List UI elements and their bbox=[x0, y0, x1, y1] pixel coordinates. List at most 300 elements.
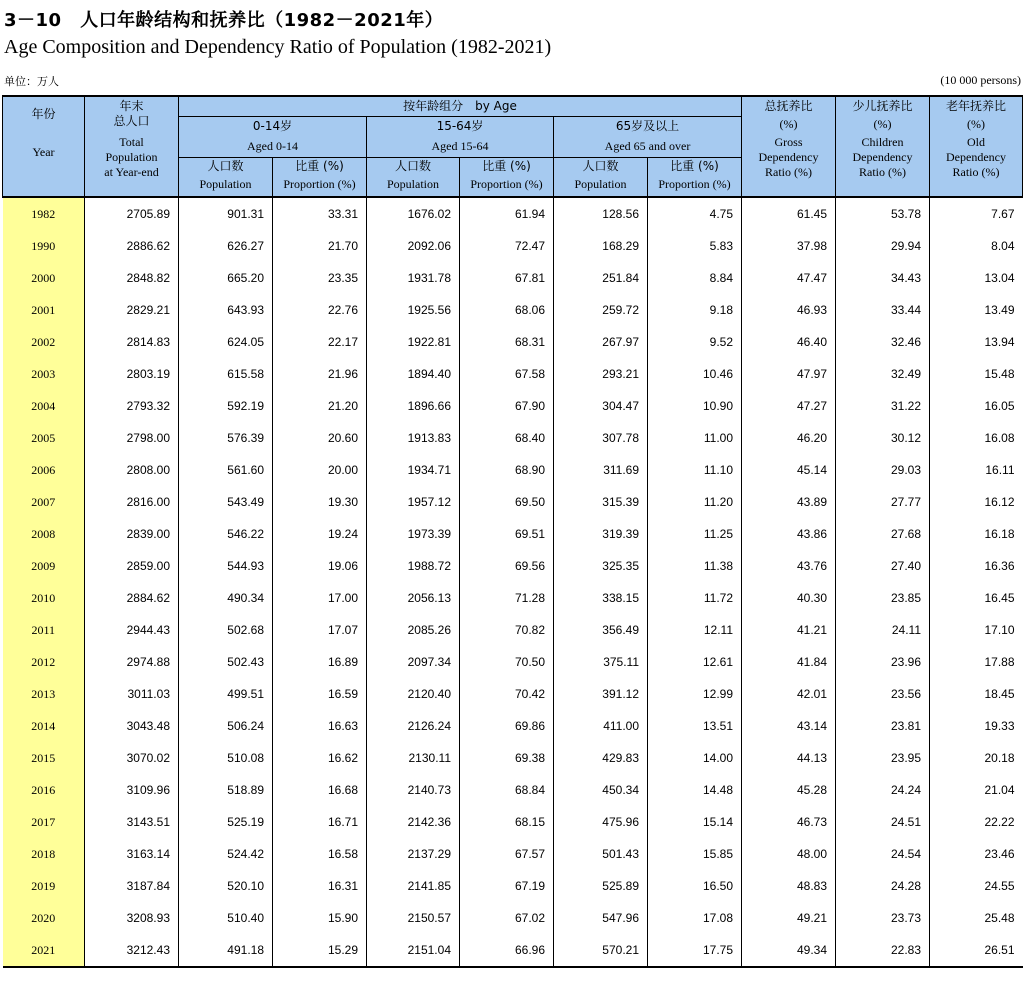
cell-year: 2012 bbox=[3, 646, 85, 678]
cell-population-65-over: 311.69 bbox=[554, 454, 648, 486]
cell-population-15-64: 2120.40 bbox=[367, 678, 460, 710]
cell-proportion-15-64: 69.50 bbox=[460, 486, 554, 518]
header-by-age-label: 按年龄组分 by Age bbox=[403, 99, 517, 113]
cell-proportion-65-over: 17.75 bbox=[648, 934, 742, 967]
cell-gross-dependency-ratio: 43.76 bbox=[742, 550, 836, 582]
cell-proportion-0-14: 22.76 bbox=[273, 294, 367, 326]
header-group-65-over-cn: 65岁及以上 bbox=[615, 119, 680, 133]
cell-population-65-over: 293.21 bbox=[554, 358, 648, 390]
cell-year: 2003 bbox=[3, 358, 85, 390]
cell-proportion-65-over: 14.48 bbox=[648, 774, 742, 806]
cell-proportion-65-over: 17.08 bbox=[648, 902, 742, 934]
cell-proportion-0-14: 21.20 bbox=[273, 390, 367, 422]
cell-gross-dependency-ratio: 46.20 bbox=[742, 422, 836, 454]
header-prop-en: Proportion (%) bbox=[470, 177, 543, 191]
unit-label-chinese: 单位：万人 bbox=[4, 75, 59, 88]
cell-children-dependency-ratio: 23.95 bbox=[836, 742, 930, 774]
cell-population-0-14: 520.10 bbox=[179, 870, 273, 902]
cell-gross-dependency-ratio: 43.86 bbox=[742, 518, 836, 550]
cell-proportion-65-over: 13.51 bbox=[648, 710, 742, 742]
table-row bbox=[3, 870, 1023, 902]
cell-old-dependency-ratio: 16.05 bbox=[984, 399, 1015, 413]
cell-old-dependency-ratio: 13.94 bbox=[984, 335, 1015, 349]
header-prop-en: Proportion (%) bbox=[283, 177, 356, 191]
cell-total-population: 2829.21 bbox=[85, 294, 179, 326]
cell-year: 2015 bbox=[3, 742, 85, 774]
header-by-age bbox=[179, 96, 742, 117]
cell-year: 2013 bbox=[3, 678, 85, 710]
cell-children-dependency-ratio: 30.12 bbox=[836, 422, 930, 454]
cell-proportion-15-64: 68.84 bbox=[460, 774, 554, 806]
header-children-dependency bbox=[836, 96, 930, 197]
cell-proportion-65-over: 5.83 bbox=[648, 230, 742, 262]
header-year-cn: 年份 bbox=[31, 107, 56, 121]
table-row bbox=[3, 710, 1023, 742]
cell-old-dependency-ratio: 23.46 bbox=[984, 847, 1015, 861]
cell-proportion-15-64: 68.90 bbox=[460, 454, 554, 486]
cell-proportion-65-over: 12.99 bbox=[648, 678, 742, 710]
cell-proportion-15-64: 69.38 bbox=[460, 742, 554, 774]
cell-year: 2011 bbox=[3, 614, 85, 646]
cell-gross-dependency-ratio: 37.98 bbox=[742, 230, 836, 262]
cell-proportion-65-over: 12.61 bbox=[648, 646, 742, 678]
cell-total-population: 3187.84 bbox=[85, 870, 179, 902]
cell-proportion-65-over: 11.10 bbox=[648, 454, 742, 486]
cell-population-0-14: 502.68 bbox=[179, 614, 273, 646]
table-row bbox=[3, 614, 1023, 646]
cell-proportion-65-over: 11.38 bbox=[648, 550, 742, 582]
cell-population-65-over: 429.83 bbox=[554, 742, 648, 774]
cell-old-dependency-ratio: 18.45 bbox=[984, 687, 1015, 701]
cell-population-15-64: 2085.26 bbox=[367, 614, 460, 646]
cell-gross-dependency-ratio: 48.00 bbox=[742, 838, 836, 870]
header-group-15-64-en bbox=[367, 139, 554, 158]
cell-population-65-over: 356.49 bbox=[554, 614, 648, 646]
cell-proportion-0-14: 19.24 bbox=[273, 518, 367, 550]
cell-proportion-0-14: 15.29 bbox=[273, 934, 367, 967]
cell-total-population: 3011.03 bbox=[85, 678, 179, 710]
cell-old-dependency-ratio: 17.10 bbox=[984, 623, 1015, 637]
cell-population-0-14: 576.39 bbox=[179, 422, 273, 454]
header-old-dependency bbox=[930, 96, 1023, 197]
cell-total-population: 2974.88 bbox=[85, 646, 179, 678]
cell-proportion-15-64: 68.06 bbox=[460, 294, 554, 326]
header-group-65-over-en-label: Aged 65 and over bbox=[604, 139, 691, 153]
cell-gross-dependency-ratio: 40.30 bbox=[742, 582, 836, 614]
cell-proportion-15-64: 69.51 bbox=[460, 518, 554, 550]
table-row bbox=[3, 518, 1023, 550]
table-row bbox=[3, 294, 1023, 326]
cell-proportion-65-over: 10.46 bbox=[648, 358, 742, 390]
cell-total-population: 2859.00 bbox=[85, 550, 179, 582]
table-row bbox=[3, 838, 1023, 870]
cell-old-dependency-ratio: 7.67 bbox=[930, 197, 1023, 230]
cell-population-65-over: 450.34 bbox=[554, 774, 648, 806]
cell-population-0-14: 502.43 bbox=[179, 646, 273, 678]
header-child-en-3: Ratio (%) bbox=[859, 165, 906, 179]
table-row bbox=[3, 262, 1023, 294]
cell-population-15-64: 1913.83 bbox=[367, 422, 460, 454]
cell-children-dependency-ratio: 24.24 bbox=[836, 774, 930, 806]
cell-proportion-15-64: 67.19 bbox=[460, 870, 554, 902]
cell-old-dependency-ratio: 13.04 bbox=[984, 271, 1015, 285]
cell-population-15-64: 1896.66 bbox=[367, 390, 460, 422]
cell-old-dependency-ratio: 16.45 bbox=[984, 591, 1015, 605]
cell-year: 2001 bbox=[3, 294, 85, 326]
header-gross-dependency bbox=[742, 96, 836, 197]
cell-gross-dependency-ratio: 47.47 bbox=[742, 262, 836, 294]
cell-year: 2010 bbox=[3, 582, 85, 614]
cell-proportion-0-14: 33.31 bbox=[273, 197, 367, 230]
cell-total-population: 3070.02 bbox=[85, 742, 179, 774]
cell-proportion-15-64: 70.82 bbox=[460, 614, 554, 646]
cell-population-65-over: 259.72 bbox=[554, 294, 648, 326]
cell-children-dependency-ratio: 32.46 bbox=[836, 326, 930, 358]
cell-year: 2017 bbox=[3, 806, 85, 838]
cell-children-dependency-ratio: 34.43 bbox=[836, 262, 930, 294]
header-group-15-64-en-label: Aged 15-64 bbox=[431, 139, 489, 153]
cell-old-dependency-ratio: 26.51 bbox=[930, 934, 1023, 967]
cell-gross-dependency-ratio: 61.45 bbox=[742, 197, 836, 230]
header-pop-cn: 人口数 bbox=[394, 159, 431, 173]
cell-proportion-0-14: 17.07 bbox=[273, 614, 367, 646]
cell-proportion-65-over: 8.84 bbox=[648, 262, 742, 294]
cell-proportion-65-over: 11.20 bbox=[648, 486, 742, 518]
cell-population-0-14: 615.58 bbox=[179, 358, 273, 390]
header-prop-cn: 比重 (%) bbox=[670, 159, 719, 173]
cell-children-dependency-ratio: 22.83 bbox=[836, 934, 930, 967]
cell-total-population: 2848.82 bbox=[85, 262, 179, 294]
cell-year: 2021 bbox=[3, 934, 85, 967]
table-row bbox=[3, 678, 1023, 710]
cell-proportion-0-14: 16.59 bbox=[273, 678, 367, 710]
table-row bbox=[3, 197, 1023, 230]
header-old-en-2: Dependency bbox=[946, 150, 1006, 164]
cell-proportion-0-14: 16.31 bbox=[273, 870, 367, 902]
header-pop-en: Population bbox=[574, 177, 627, 191]
cell-old-dependency-ratio: 22.22 bbox=[984, 815, 1015, 829]
unit-label-english: (10 000 persons) bbox=[940, 73, 1021, 87]
cell-proportion-0-14: 15.90 bbox=[273, 902, 367, 934]
cell-proportion-65-over: 10.90 bbox=[648, 390, 742, 422]
cell-old-dependency-ratio: 16.12 bbox=[984, 495, 1015, 509]
cell-proportion-0-14: 21.96 bbox=[273, 358, 367, 390]
cell-total-population: 3143.51 bbox=[85, 806, 179, 838]
cell-proportion-15-64: 69.56 bbox=[460, 550, 554, 582]
cell-proportion-15-64: 72.47 bbox=[460, 230, 554, 262]
header-total-cn-1: 年末 bbox=[119, 99, 144, 113]
cell-proportion-15-64: 68.40 bbox=[460, 422, 554, 454]
cell-population-0-14: 499.51 bbox=[179, 678, 273, 710]
cell-children-dependency-ratio: 29.94 bbox=[836, 230, 930, 262]
cell-children-dependency-ratio: 23.85 bbox=[836, 582, 930, 614]
cell-total-population: 3109.96 bbox=[85, 774, 179, 806]
header-proportion-0-14 bbox=[273, 158, 367, 198]
cell-population-15-64: 2126.24 bbox=[367, 710, 460, 742]
cell-old-dependency-ratio: 25.48 bbox=[984, 911, 1015, 925]
header-group-0-14 bbox=[179, 117, 367, 140]
cell-proportion-15-64: 71.28 bbox=[460, 582, 554, 614]
cell-total-population: 2886.62 bbox=[85, 230, 179, 262]
cell-old-dependency-ratio: 8.04 bbox=[991, 239, 1015, 253]
cell-year: 2009 bbox=[3, 550, 85, 582]
cell-population-0-14: 490.34 bbox=[179, 582, 273, 614]
cell-population-0-14: 665.20 bbox=[179, 262, 273, 294]
table-row bbox=[3, 550, 1023, 582]
cell-proportion-15-64: 61.94 bbox=[460, 197, 554, 230]
cell-gross-dependency-ratio: 41.84 bbox=[742, 646, 836, 678]
cell-population-15-64: 2150.57 bbox=[367, 902, 460, 934]
cell-population-65-over: 128.56 bbox=[554, 197, 648, 230]
cell-gross-dependency-ratio: 49.34 bbox=[742, 934, 836, 967]
cell-old-dependency-ratio: 16.08 bbox=[984, 431, 1015, 445]
cell-population-15-64: 2097.34 bbox=[367, 646, 460, 678]
table-row bbox=[3, 358, 1023, 390]
header-gross-en-1: Gross bbox=[774, 135, 803, 149]
cell-population-0-14: 592.19 bbox=[179, 390, 273, 422]
cell-gross-dependency-ratio: 46.40 bbox=[742, 326, 836, 358]
header-year bbox=[3, 96, 85, 197]
cell-old-dependency-ratio: 17.88 bbox=[984, 655, 1015, 669]
cell-population-65-over: 525.89 bbox=[554, 870, 648, 902]
cell-proportion-0-14: 23.35 bbox=[273, 262, 367, 294]
cell-total-population: 2839.00 bbox=[85, 518, 179, 550]
cell-gross-dependency-ratio: 48.83 bbox=[742, 870, 836, 902]
cell-old-dependency-ratio: 15.48 bbox=[984, 367, 1015, 381]
cell-population-0-14: 491.18 bbox=[179, 934, 273, 967]
cell-population-65-over: 338.15 bbox=[554, 582, 648, 614]
cell-proportion-0-14: 16.68 bbox=[273, 774, 367, 806]
cell-proportion-15-64: 67.81 bbox=[460, 262, 554, 294]
cell-year: 2000 bbox=[3, 262, 85, 294]
cell-population-0-14: 510.40 bbox=[179, 902, 273, 934]
cell-children-dependency-ratio: 27.77 bbox=[836, 486, 930, 518]
header-gross-cn: 总抚养比 bbox=[764, 99, 813, 113]
header-gross-en-3: Ratio (%) bbox=[765, 165, 812, 179]
header-gross-en-2: Dependency bbox=[758, 150, 819, 164]
header-pop-cn: 人口数 bbox=[582, 159, 619, 173]
header-group-0-14-en-label: Aged 0-14 bbox=[247, 139, 298, 153]
cell-gross-dependency-ratio: 44.13 bbox=[742, 742, 836, 774]
cell-old-dependency-ratio: 21.04 bbox=[984, 783, 1015, 797]
cell-gross-dependency-ratio: 47.97 bbox=[742, 358, 836, 390]
cell-proportion-0-14: 17.00 bbox=[273, 582, 367, 614]
cell-year: 2005 bbox=[3, 422, 85, 454]
cell-population-65-over: 315.39 bbox=[554, 486, 648, 518]
cell-population-65-over: 391.12 bbox=[554, 678, 648, 710]
header-old-pct: (%) bbox=[967, 117, 985, 131]
cell-children-dependency-ratio: 24.11 bbox=[836, 614, 930, 646]
cell-population-65-over: 547.96 bbox=[554, 902, 648, 934]
table-row bbox=[3, 902, 1023, 934]
table-body bbox=[3, 197, 1023, 967]
cell-population-15-64: 1934.71 bbox=[367, 454, 460, 486]
header-total-population bbox=[85, 96, 179, 197]
cell-old-dependency-ratio: 16.18 bbox=[984, 527, 1015, 541]
cell-old-dependency-ratio: 24.55 bbox=[984, 879, 1015, 893]
table-row bbox=[3, 454, 1023, 486]
cell-population-15-64: 1676.02 bbox=[367, 197, 460, 230]
table-row bbox=[3, 806, 1023, 838]
cell-proportion-0-14: 16.58 bbox=[273, 838, 367, 870]
cell-proportion-0-14: 19.06 bbox=[273, 550, 367, 582]
cell-total-population: 2814.83 bbox=[85, 326, 179, 358]
cell-population-15-64: 1894.40 bbox=[367, 358, 460, 390]
cell-children-dependency-ratio: 32.49 bbox=[836, 358, 930, 390]
cell-population-65-over: 251.84 bbox=[554, 262, 648, 294]
cell-population-15-64: 2140.73 bbox=[367, 774, 460, 806]
cell-proportion-65-over: 15.85 bbox=[648, 838, 742, 870]
cell-population-15-64: 2092.06 bbox=[367, 230, 460, 262]
cell-proportion-15-64: 68.15 bbox=[460, 806, 554, 838]
cell-proportion-65-over: 15.14 bbox=[648, 806, 742, 838]
cell-old-dependency-ratio: 20.18 bbox=[984, 751, 1015, 765]
cell-population-15-64: 1925.56 bbox=[367, 294, 460, 326]
cell-gross-dependency-ratio: 46.93 bbox=[742, 294, 836, 326]
cell-population-0-14: 543.49 bbox=[179, 486, 273, 518]
cell-population-0-14: 544.93 bbox=[179, 550, 273, 582]
cell-population-65-over: 304.47 bbox=[554, 390, 648, 422]
header-pop-cn: 人口数 bbox=[207, 159, 244, 173]
cell-proportion-65-over: 12.11 bbox=[648, 614, 742, 646]
table-row bbox=[3, 646, 1023, 678]
cell-proportion-0-14: 16.63 bbox=[273, 710, 367, 742]
header-child-pct: (%) bbox=[873, 117, 892, 131]
cell-children-dependency-ratio: 53.78 bbox=[836, 197, 930, 230]
cell-children-dependency-ratio: 23.56 bbox=[836, 678, 930, 710]
cell-year: 2018 bbox=[3, 838, 85, 870]
cell-old-dependency-ratio: 16.11 bbox=[985, 463, 1015, 477]
header-old-cn: 老年抚养比 bbox=[945, 99, 1006, 113]
cell-proportion-0-14: 16.62 bbox=[273, 742, 367, 774]
table-row bbox=[3, 486, 1023, 518]
cell-gross-dependency-ratio: 43.14 bbox=[742, 710, 836, 742]
header-population-0-14 bbox=[179, 158, 273, 198]
header-population-65-over bbox=[554, 158, 648, 198]
cell-population-65-over: 475.96 bbox=[554, 806, 648, 838]
cell-population-0-14: 506.24 bbox=[179, 710, 273, 742]
header-group-15-64 bbox=[367, 117, 554, 140]
cell-year: 2016 bbox=[3, 774, 85, 806]
cell-population-0-14: 561.60 bbox=[179, 454, 273, 486]
cell-proportion-65-over: 11.25 bbox=[648, 518, 742, 550]
table-row bbox=[3, 774, 1023, 806]
cell-population-15-64: 1988.72 bbox=[367, 550, 460, 582]
header-group-65-over bbox=[554, 117, 742, 140]
header-proportion-65-over bbox=[648, 158, 742, 198]
header-population-15-64 bbox=[367, 158, 460, 198]
cell-population-0-14: 626.27 bbox=[179, 230, 273, 262]
cell-population-0-14: 524.42 bbox=[179, 838, 273, 870]
cell-children-dependency-ratio: 29.03 bbox=[836, 454, 930, 486]
cell-proportion-0-14: 20.60 bbox=[273, 422, 367, 454]
table-row bbox=[3, 934, 1023, 967]
header-pop-en: Population bbox=[199, 177, 252, 191]
cell-population-65-over: 267.97 bbox=[554, 326, 648, 358]
cell-population-15-64: 1931.78 bbox=[367, 262, 460, 294]
cell-proportion-65-over: 9.18 bbox=[648, 294, 742, 326]
cell-proportion-65-over: 4.75 bbox=[648, 197, 742, 230]
table-row bbox=[3, 326, 1023, 358]
cell-year: 2004 bbox=[3, 390, 85, 422]
cell-population-15-64: 2130.11 bbox=[367, 742, 460, 774]
cell-population-65-over: 375.11 bbox=[554, 646, 648, 678]
cell-proportion-15-64: 67.57 bbox=[460, 838, 554, 870]
cell-gross-dependency-ratio: 47.27 bbox=[742, 390, 836, 422]
cell-gross-dependency-ratio: 45.14 bbox=[742, 454, 836, 486]
cell-proportion-65-over: 11.72 bbox=[648, 582, 742, 614]
cell-proportion-15-64: 70.42 bbox=[460, 678, 554, 710]
cell-proportion-65-over: 14.00 bbox=[648, 742, 742, 774]
cell-gross-dependency-ratio: 49.21 bbox=[742, 902, 836, 934]
cell-population-65-over: 570.21 bbox=[554, 934, 648, 967]
cell-proportion-0-14: 16.89 bbox=[273, 646, 367, 678]
cell-gross-dependency-ratio: 43.89 bbox=[742, 486, 836, 518]
table-title-english: Age Composition and Dependency Ratio of Population (1982-2021) bbox=[4, 36, 552, 58]
cell-population-65-over: 325.35 bbox=[554, 550, 648, 582]
cell-proportion-0-14: 22.17 bbox=[273, 326, 367, 358]
cell-proportion-65-over: 11.00 bbox=[648, 422, 742, 454]
header-group-0-14-cn: 0-14岁 bbox=[252, 119, 293, 133]
header-group-0-14-en bbox=[179, 139, 367, 158]
cell-total-population: 3212.43 bbox=[85, 934, 179, 967]
header-total-en-3: at Year-end bbox=[104, 165, 159, 179]
header-prop-en: Proportion (%) bbox=[658, 177, 731, 191]
cell-population-0-14: 901.31 bbox=[179, 197, 273, 230]
cell-old-dependency-ratio: 13.49 bbox=[984, 303, 1015, 317]
table-row bbox=[3, 390, 1023, 422]
header-gross-pct: (%) bbox=[779, 117, 798, 131]
table-row bbox=[3, 230, 1023, 262]
cell-proportion-0-14: 21.70 bbox=[273, 230, 367, 262]
cell-proportion-15-64: 67.58 bbox=[460, 358, 554, 390]
header-prop-cn: 比重 (%) bbox=[482, 159, 531, 173]
cell-proportion-65-over: 16.50 bbox=[648, 870, 742, 902]
header-child-en-2: Dependency bbox=[852, 150, 913, 164]
cell-total-population: 3208.93 bbox=[85, 902, 179, 934]
cell-population-15-64: 1922.81 bbox=[367, 326, 460, 358]
cell-total-population: 2705.89 bbox=[85, 197, 179, 230]
cell-year: 2007 bbox=[3, 486, 85, 518]
cell-gross-dependency-ratio: 45.28 bbox=[742, 774, 836, 806]
cell-population-15-64: 1973.39 bbox=[367, 518, 460, 550]
cell-proportion-15-64: 70.50 bbox=[460, 646, 554, 678]
header-prop-cn: 比重 (%) bbox=[295, 159, 344, 173]
cell-proportion-0-14: 20.00 bbox=[273, 454, 367, 486]
cell-proportion-15-64: 66.96 bbox=[460, 934, 554, 967]
header-old-en-3: Ratio (%) bbox=[952, 165, 1000, 179]
table-title-chinese: 3－10 人口年龄结构和抚养比（1982－2021年） bbox=[4, 10, 444, 31]
cell-year: 2008 bbox=[3, 518, 85, 550]
cell-year: 1982 bbox=[3, 197, 85, 230]
table-row bbox=[3, 742, 1023, 774]
cell-children-dependency-ratio: 24.51 bbox=[836, 806, 930, 838]
header-total-cn-2: 总人口 bbox=[113, 114, 150, 128]
cell-population-15-64: 2141.85 bbox=[367, 870, 460, 902]
cell-year: 2006 bbox=[3, 454, 85, 486]
cell-population-0-14: 510.08 bbox=[179, 742, 273, 774]
cell-children-dependency-ratio: 27.40 bbox=[836, 550, 930, 582]
cell-proportion-15-64: 67.02 bbox=[460, 902, 554, 934]
header-old-en-1: Old bbox=[967, 135, 985, 149]
cell-children-dependency-ratio: 24.28 bbox=[836, 870, 930, 902]
cell-proportion-15-64: 69.86 bbox=[460, 710, 554, 742]
cell-total-population: 2944.43 bbox=[85, 614, 179, 646]
cell-total-population: 3043.48 bbox=[85, 710, 179, 742]
cell-year: 2002 bbox=[3, 326, 85, 358]
cell-gross-dependency-ratio: 41.21 bbox=[742, 614, 836, 646]
cell-proportion-15-64: 67.90 bbox=[460, 390, 554, 422]
